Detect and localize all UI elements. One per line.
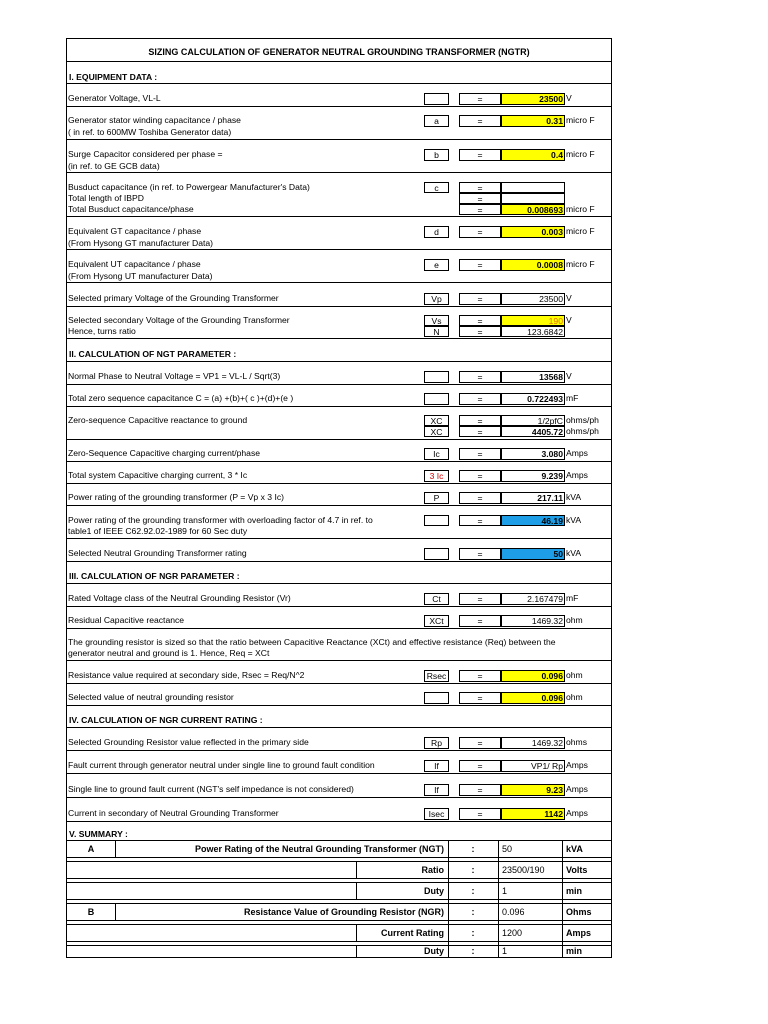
section-equipment-data: I. EQUIPMENT DATA : [69, 72, 158, 82]
row-ibpd-length: Total length of IBPD = [67, 193, 611, 204]
row-selected-ngt-rating: Selected Neutral Grounding Transformer rating = 50 kVA [68, 548, 582, 559]
row-gt-capacitance: Equivalent GT capacitance / phase d = 0.003 micro F [68, 226, 595, 237]
row-capacitive-reactance: Zero-sequence Capacitive reactance to ground XC = 1/2pfC ohms/ph [68, 415, 599, 426]
sheet-title [67, 47, 611, 59]
row-turns-ratio: Hence, turns ratio N = 123.6842 [68, 326, 563, 337]
row-power-rating-overload-note: table1 of IEEE C62.92.02-1989 for 60 Sec duty [68, 526, 248, 536]
row-gt-note: (From Hysong GT manufacturer Data) [68, 238, 214, 248]
row-grounding-resistor-note: The grounding resistor is sized so that the ratio between Capacitive Reactance (XCt) and effective resistance (Req) between the [68, 637, 556, 647]
summary-row-ratio: Ratio : 23500/190 Volts [421, 865, 588, 875]
row-generator-voltage: Generator Voltage, VL-L = 23500 V [68, 93, 572, 104]
title-text: SIZING CALCULATION OF GENERATOR NEUTRAL GROUNDING TRANSFORMER (NGTR) [148, 47, 530, 57]
row-stator-capacitance: Generator stator winding capacitance / phase a = 0.31 micro F [68, 115, 595, 126]
section-ngr-parameter: III. CALCULATION OF NGR PARAMETER : [69, 571, 240, 581]
row-stator-capacitance-note: ( in ref. to 600MW Toshiba Generator data) [68, 127, 232, 137]
summary-row-ngr-resistance: B Resistance Value of Grounding Resistor (NGR) : 0.096 Ohms [87, 907, 592, 917]
row-primary-voltage: Selected primary Voltage of the Grounding Transformer Vp = 23500 V [68, 293, 572, 304]
row-resistor-primary: Selected Grounding Resistor value reflected in the primary side Rp = 1469.32 ohms [68, 737, 588, 748]
row-resistance-secondary: Resistance value required at secondary side, Rsec = Req/N^2 Rsec = 0.096 ohm [68, 670, 583, 681]
generator-voltage-value: 23500 [501, 93, 565, 105]
row-residual-reactance: Residual Capacitive reactance XCt = 1469.32 ohm [68, 615, 583, 626]
row-total-charging-current: Total system Capacitive charging current, 3 * Ic 3 Ic = 9.239 Amps [68, 470, 588, 481]
row-secondary-current: Current in secondary of Neutral Grounding Transformer Isec = 1142 Amps [68, 808, 588, 819]
section-ngr-current-rating: IV. CALCULATION OF NGR CURRENT RATING : [69, 715, 263, 725]
row-busduct-capacitance: Busduct capacitance (in ref. to Powergear Manufacturer's Data) c = [67, 182, 611, 193]
row-selected-ngr: Selected value of neutral grounding resistor = 0.096 ohm [68, 692, 583, 703]
row-fault-current-neutral: Fault current through generator neutral under single line to ground fault condition If = VP1/ Rp Amps [68, 760, 588, 771]
row-rated-voltage-class: Rated Voltage class of the Neutral Grounding Resistor (Vr) Ct = 2.167479 mF [68, 593, 579, 604]
row-charging-current: Zero-Sequence Capacitive charging current/phase Ic = 3.080 Amps [68, 448, 588, 459]
row-power-rating: Power rating of the grounding transformer (P = Vp x 3 Ic) P = 217.11 kVA [68, 492, 582, 503]
calculation-sheet [66, 38, 612, 958]
row-secondary-voltage: Selected secondary Voltage of the Grounding Transformer Vs = 190 V [68, 315, 572, 326]
row-surge-capacitor: Surge Capacitor considered per phase = b = 0.4 micro F [68, 149, 595, 160]
section-ngt-parameter: II. CALCULATION OF NGT PARAMETER : [69, 349, 237, 359]
row-slg-fault-current: Single line to ground fault current (NGT's self impedance is not considered) If = 9.23 Amps [68, 784, 588, 795]
summary-row-current-rating: Current Rating : 1200 Amps [381, 928, 592, 938]
row-ut-capacitance: Equivalent UT capacitance / phase e = 0.0008 micro F [68, 259, 595, 270]
row-total-busduct: Total Busduct capacitance/phase = 0.008693 micro F [68, 204, 595, 215]
summary-row-duty-ngt: Duty : 1 min [424, 886, 583, 896]
row-surge-capacitor-note: (in ref. to GE GCB data) [68, 161, 160, 171]
summary-row-ngt-power: A Power Rating of the Neutral Grounding Transformer (NGT) : 50 kVA [87, 844, 583, 854]
summary-row-duty-ngr: Duty : 1 min [424, 946, 583, 956]
row-capacitive-reactance-value: XC = 4405.72 ohms/ph [67, 426, 611, 437]
section-summary: V. SUMMARY : [69, 829, 128, 839]
row-ut-note: (From Hysong UT manufacturer Data) [68, 271, 213, 281]
row-power-rating-overload: Power rating of the grounding transformer with overloading factor of 4.7 in ref. to = 46.19 kVA [68, 515, 582, 526]
row-total-zero-seq-cap: Total zero sequence capacitance C = (a) +(b)+( c )+(d)+(e ) = 0.722493 mF [68, 393, 579, 404]
row-phase-neutral-voltage: Normal Phase to Neutral Voltage = VP1 = VL-L / Sqrt(3) = 13568 V [68, 371, 572, 382]
row-grounding-resistor-note-2: generator neutral and ground is 1. Hence, Req = XCt [68, 648, 270, 658]
